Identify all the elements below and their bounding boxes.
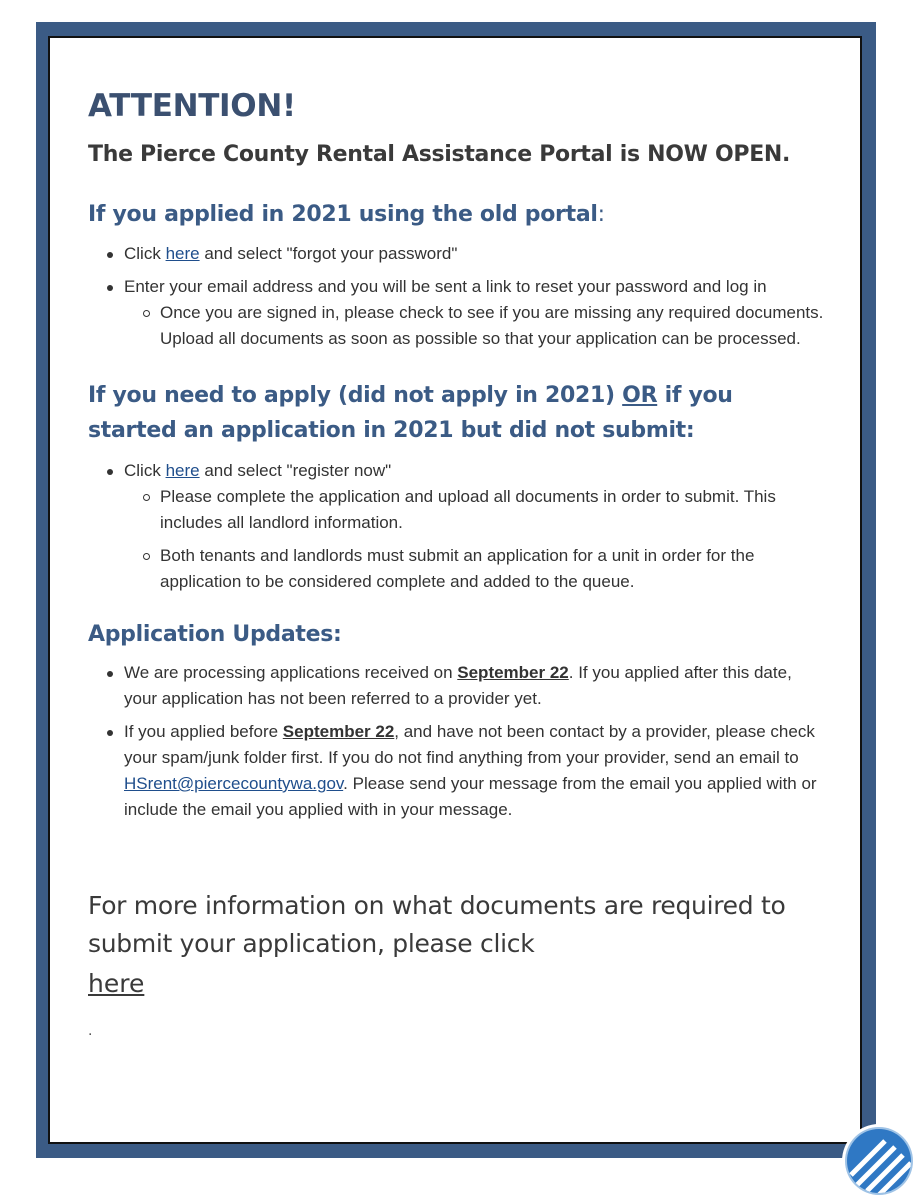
notice-panel bbox=[48, 36, 862, 1144]
pierce-county-logo-icon bbox=[841, 1123, 917, 1199]
apply-heading-or: OR bbox=[622, 383, 658, 408]
old-portal-heading-text: If you applied in 2021 using the old portal bbox=[88, 202, 598, 227]
list-item-text: and select "forgot your password" bbox=[199, 244, 458, 263]
apply-heading-text: If you need to apply (did not apply in 2021) bbox=[88, 383, 623, 408]
apply-heading bbox=[88, 378, 828, 448]
application-updates-heading: Application Updates: bbox=[88, 622, 342, 647]
apply-heading-text-2: if you started an application in 2021 but did not submit: bbox=[88, 383, 733, 443]
list-item-text: Click bbox=[124, 461, 166, 480]
updates-list bbox=[88, 660, 828, 823]
more-info-text: For more information on what documents are required to submit your application, please click bbox=[88, 891, 786, 958]
list-item bbox=[88, 241, 828, 267]
list-item-text: . If you applied after this date, your application has not been referred to a provider yet. bbox=[124, 663, 792, 708]
list-item bbox=[88, 458, 828, 484]
list-item bbox=[88, 660, 828, 712]
portal-open-announcement: The Pierce County Rental Assistance Portal is NOW OPEN. bbox=[88, 142, 791, 167]
list-item-text: Click bbox=[124, 244, 166, 263]
more-info-link-row bbox=[88, 969, 828, 998]
apply-list bbox=[88, 458, 828, 595]
processing-date: September 22 bbox=[282, 722, 395, 741]
trailing-period: . bbox=[88, 1022, 93, 1039]
processing-date: September 22 bbox=[457, 663, 569, 682]
register-now-link[interactable]: here bbox=[165, 461, 200, 480]
sub-list-item: Once you are signed in, please check to see if you are missing any required documents. Upload all documents as soon as possible so that your application can be processed. bbox=[88, 300, 828, 352]
sub-list-item: Please complete the application and upload all documents in order to submit. This includes all landlord information. bbox=[88, 484, 828, 536]
forgot-password-link[interactable]: here bbox=[165, 244, 200, 263]
notice-content bbox=[88, 88, 828, 1040]
old-portal-list bbox=[88, 241, 828, 352]
documents-info-link[interactable]: here bbox=[88, 969, 145, 998]
list-item: Enter your email address and you will be sent a link to reset your password and log in bbox=[88, 274, 828, 300]
old-portal-heading-colon: : bbox=[597, 202, 605, 227]
list-item-text: , and have not been contact by a provider, please check your spam/junk folder first. If you do not find anything from your provider, send an email to bbox=[124, 722, 815, 767]
sub-list-item: Both tenants and landlords must submit an application for a unit in order for the application to be considered complete and added to the queue. bbox=[88, 543, 828, 595]
list-item-text: If you applied before bbox=[124, 722, 283, 741]
list-item-text: We are processing applications received on bbox=[124, 663, 458, 682]
email-link[interactable]: HSrent@piercecountywa.gov bbox=[124, 774, 344, 793]
list-item-text: and select "register now" bbox=[199, 461, 392, 480]
list-item-text: . Please send your message from the email you applied with or include the email you applied with in your message. bbox=[124, 774, 817, 819]
page-title: ATTENTION! bbox=[88, 88, 296, 124]
old-portal-heading bbox=[88, 197, 828, 232]
list-item bbox=[88, 719, 828, 823]
